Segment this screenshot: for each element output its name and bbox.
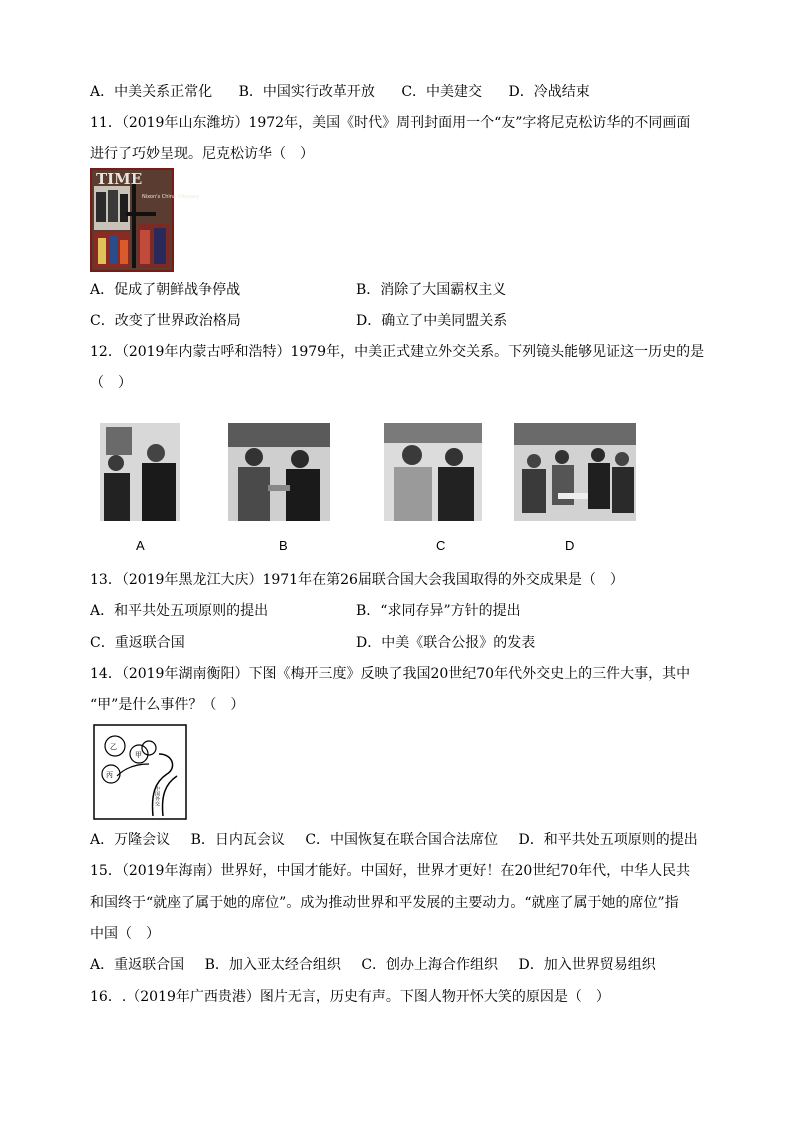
plum-label-jia: 甲 xyxy=(135,751,142,759)
q12-stem-line2: （ ） xyxy=(90,375,132,391)
q10-option-a: A．中美关系正常化 xyxy=(90,84,213,100)
q14-option-a: A．万隆会议 xyxy=(90,832,171,848)
plum-blossom-cartoon-image xyxy=(93,724,187,820)
q15-stem-line1: 15．（2019年海南）世界好，中国才能好。中国好，世界才更好！在20世纪70年代，中华人民共 xyxy=(90,863,691,879)
q12-stem-line1: 12．（2019年内蒙古呼和浩特）1979年，中美正式建立外交关系。下列镜头能够见证这一历史的是 xyxy=(90,344,705,360)
q11-option-d: D．确立了中美同盟关系 xyxy=(356,313,508,329)
plum-label-yi: 乙 xyxy=(110,743,117,751)
q12-label-b: B xyxy=(279,538,288,553)
q10-option-c: C．中美建交 xyxy=(401,84,483,100)
q12-photo-d xyxy=(514,423,636,521)
q15-option-c: C．创办上海合作组织 xyxy=(361,957,499,973)
q14-option-d: D．和平共处五项原则的提出 xyxy=(518,832,698,848)
q15-option-d: D．加入世界贸易组织 xyxy=(518,957,656,973)
q11-option-c: C．改变了世界政治格局 xyxy=(90,313,241,329)
q13-stem: 13．（2019年黑龙江大庆）1971年在第26届联合国大会我国取得的外交成果是（ ） xyxy=(90,572,624,588)
q15-options xyxy=(90,955,656,975)
q12-photo-c xyxy=(384,423,482,521)
q14-options xyxy=(90,830,698,850)
q11-option-a: A．促成了朝鲜战争停战 xyxy=(90,282,241,298)
q13-option-d: D．中美《联合公报》的发表 xyxy=(356,635,536,651)
q10-option-b: B．中国实行改革开放 xyxy=(238,84,375,100)
q10-option-d: D．冷战结束 xyxy=(508,84,590,100)
time-magazine-cover-image xyxy=(90,168,199,272)
q15-stem-line2: 和国终于“就座了属于她的席位”。成为推动世界和平发展的主要动力。“就座了属于她的席位”指 xyxy=(90,895,679,911)
q13-option-b: B．“求同存异”方针的提出 xyxy=(356,603,521,619)
q14-stem-line1: 14．（2019年湖南衡阳）下图《梅开三度》反映了我国20世纪70年代外交史上的三件大事，其中 xyxy=(90,666,691,682)
cover-caption: Nixon's China Odyssey xyxy=(142,194,199,200)
time-logo: TIME xyxy=(96,170,143,188)
q15-stem-line3: 中国（ ） xyxy=(90,926,160,942)
q16-stem: 16．.（2019年广西贵港）图片无言，历史有声。下图人物开怀大笑的原因是（ ） xyxy=(90,989,610,1005)
q11-stem-line1: 11．（2019年山东潍坊）1972年，美国《时代》周刊封面用一个“友”字将尼克松访华的不同画面 xyxy=(90,115,691,131)
q12-label-a: A xyxy=(136,538,145,553)
q14-option-c: C．中国恢复在联合国合法席位 xyxy=(305,832,499,848)
q12-label-d: D xyxy=(565,538,575,553)
q11-option-b: B．消除了大国霸权主义 xyxy=(356,282,507,298)
q15-option-b: B．加入亚太经合组织 xyxy=(204,957,341,973)
q13-option-a: A．和平共处五项原则的提出 xyxy=(90,603,269,619)
q12-photo-b xyxy=(228,423,330,521)
plum-trunk-label: 中国外交 xyxy=(154,786,160,806)
q14-option-b: B．日内瓦会议 xyxy=(190,832,285,848)
q10-options xyxy=(90,82,612,102)
q14-stem-line2: “甲”是什么事件？（ ） xyxy=(90,697,245,713)
q13-option-c: C．重返联合国 xyxy=(90,635,185,651)
plum-label-bing: 丙 xyxy=(106,771,113,779)
q15-option-a: A．重返联合国 xyxy=(90,957,185,973)
q12-photo-a xyxy=(100,423,180,521)
q12-label-c: C xyxy=(436,538,446,553)
q11-stem-line2: 进行了巧妙呈现。尼克松访华（ ） xyxy=(90,146,314,162)
